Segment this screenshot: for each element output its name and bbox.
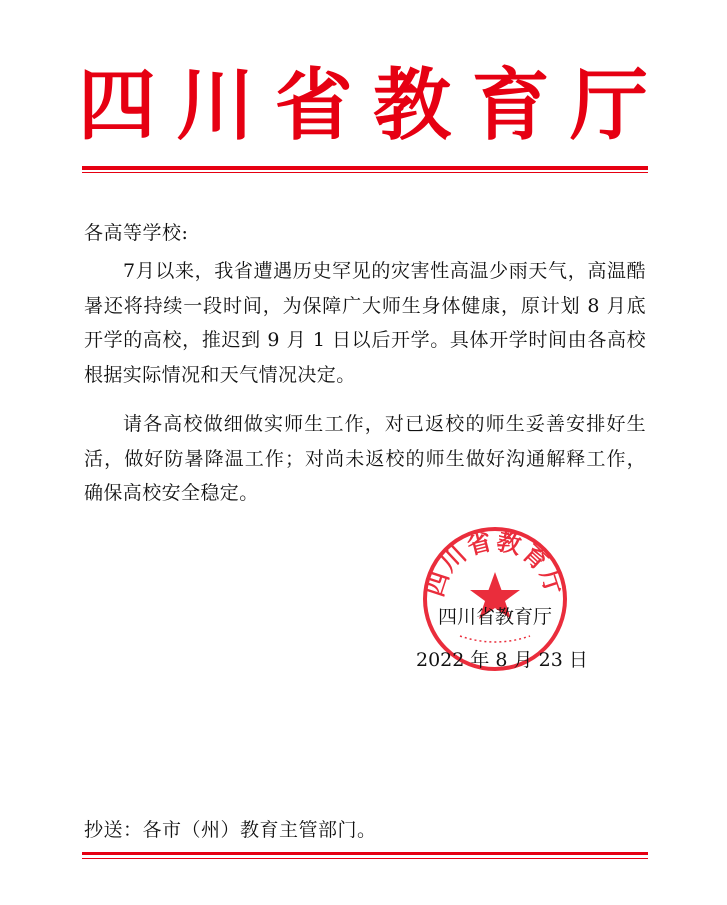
letterhead-char: 川 [176,60,255,151]
letterhead-divider-thin [82,172,648,173]
signature-date: 2022 年 8 月 23 日 [416,649,588,671]
body-paragraph-2: 请各高校做细做实师生工作，对已返校的师生妥善安排好生活，做好防暑降温工作；对尚未返校的师生做好沟通解释工作，确保高校安全稳定。 [84,413,646,504]
letterhead-char: 育 [471,60,550,151]
letterhead-title [78,56,648,156]
letterhead-divider-thick [82,166,648,170]
letterhead-char: 四 [78,60,157,151]
signature-organization: 四川省教育厅 [438,606,553,628]
salutation: 各高等学校: [84,222,189,244]
letterhead-char: 厅 [569,60,648,151]
footer-divider-thin [82,858,648,859]
footer-divider-thick [82,852,648,855]
body-paragraph-1: 7月以来，我省遭遇历史罕见的灾害性高温少雨天气，高温酷暑还将持续一段时间，为保障广大师生身体健康，原计划 8 月底开学的高校，推迟到 9 月 1 日以后开学。具体开学时间由各高校根据实际情况和天气情况决定。 [84,260,646,386]
letterhead-char: 省 [274,60,353,151]
cc-recipients: 抄送：各市（州）教育主管部门。 [84,819,377,841]
svg-text:四川省教育厅: 四川省教育厅 [420,525,570,600]
letterhead-char: 教 [373,60,452,151]
